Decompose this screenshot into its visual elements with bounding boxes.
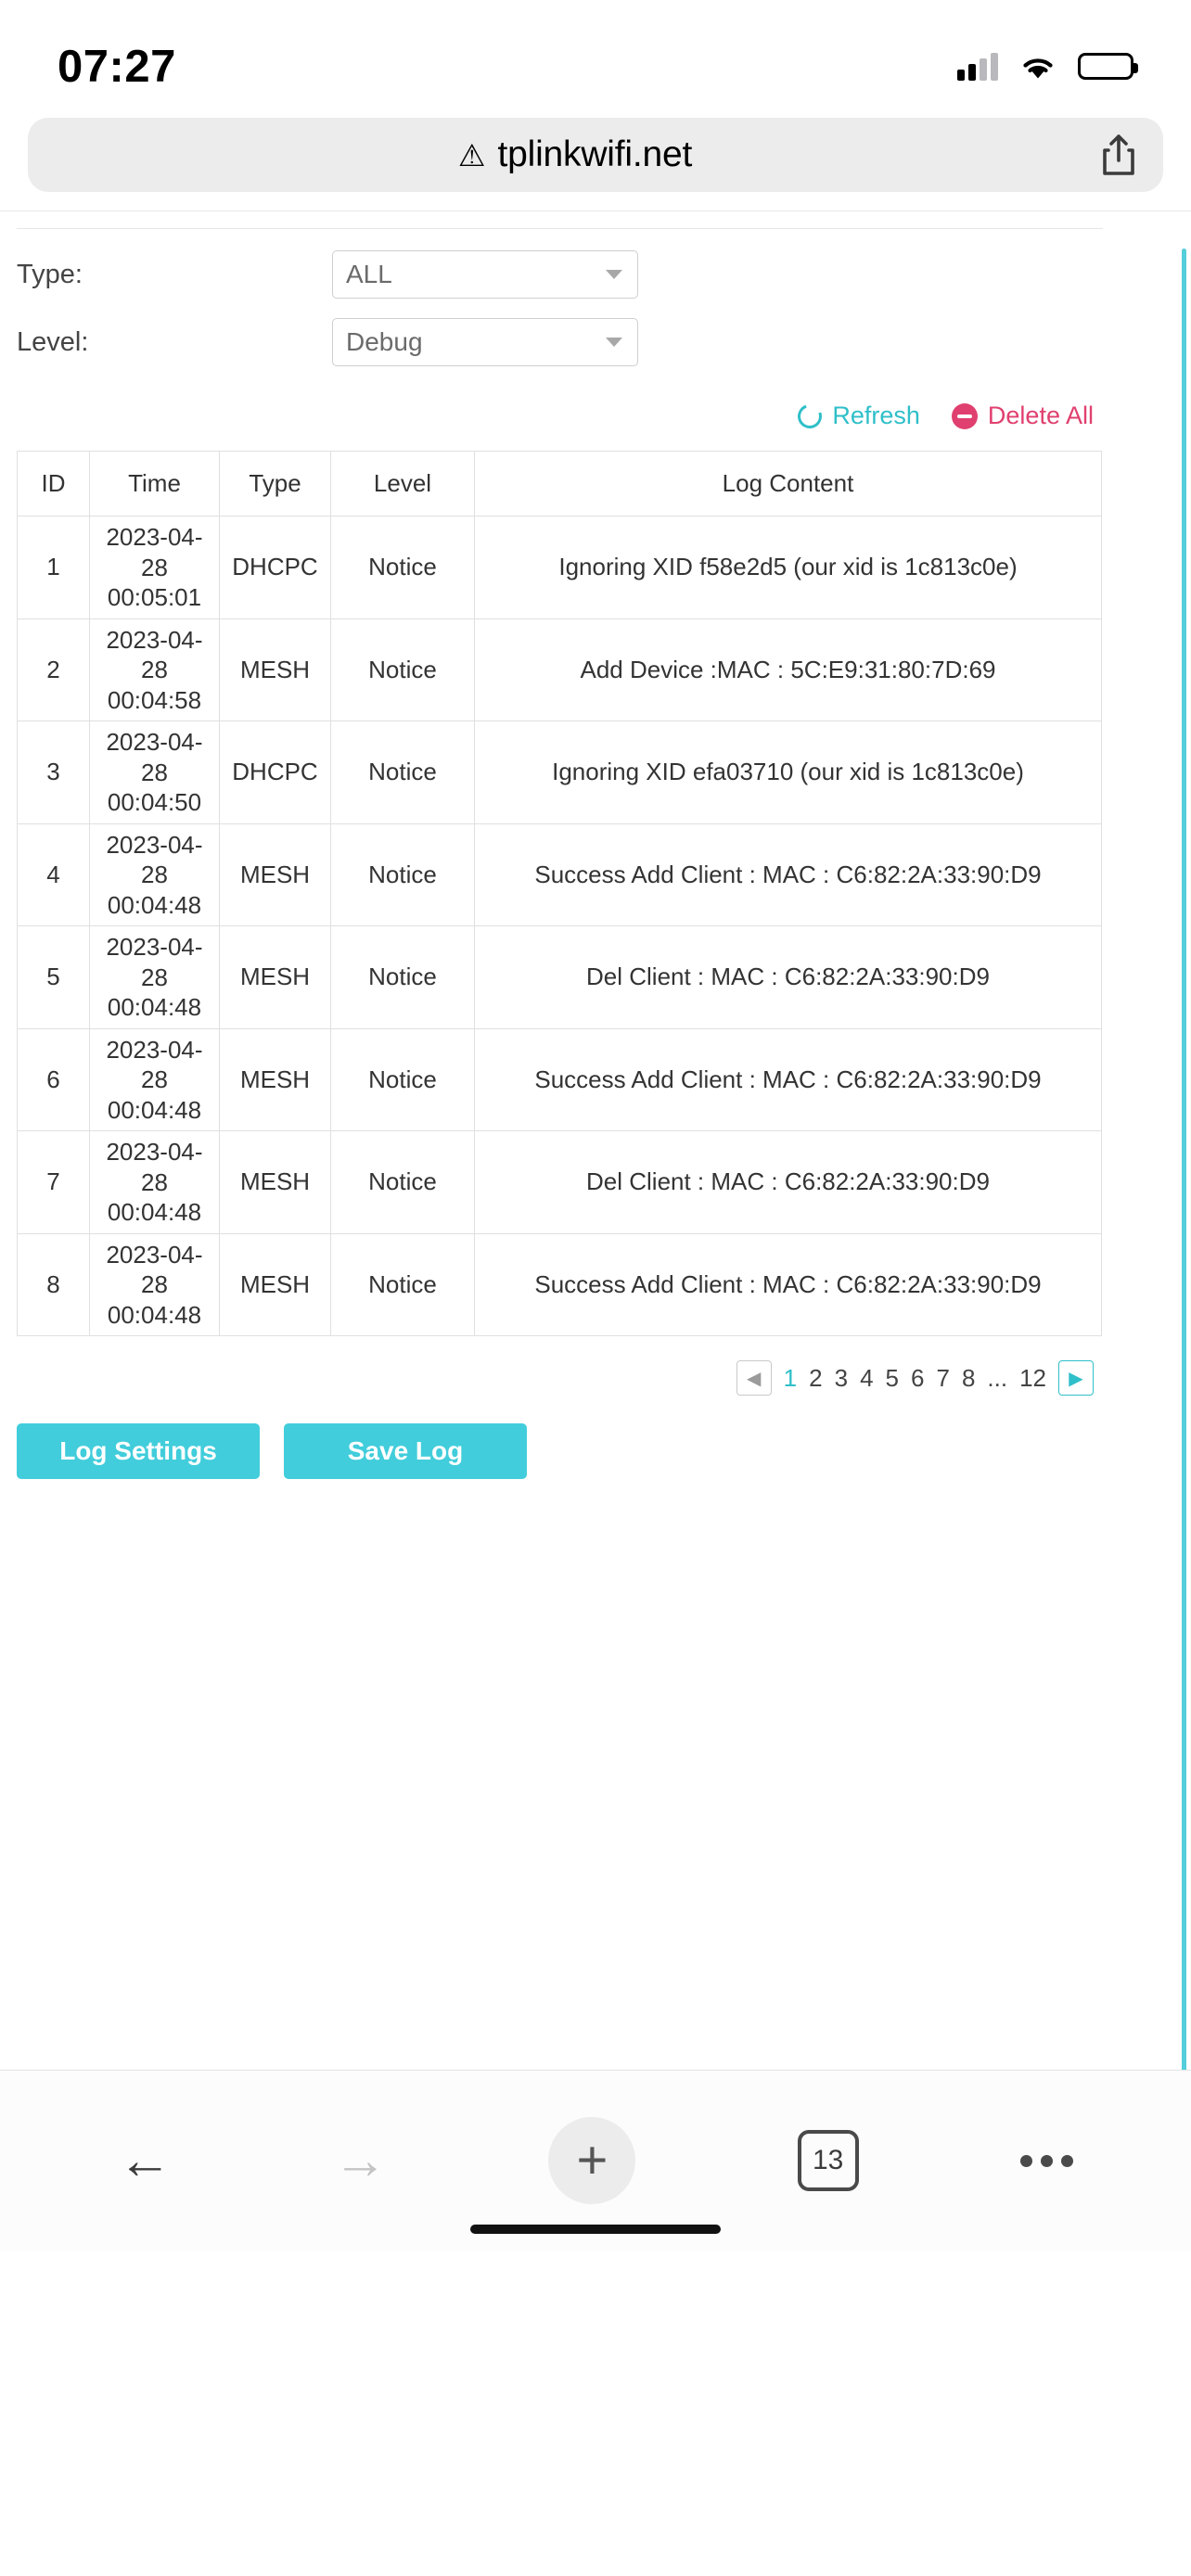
cell-content: Ignoring XID efa03710 (our xid is 1c813c0e) bbox=[475, 721, 1102, 824]
table-row bbox=[18, 721, 1102, 824]
cell-id: 6 bbox=[18, 1028, 90, 1131]
url-bar[interactable] bbox=[28, 118, 1163, 192]
level-label: Level: bbox=[17, 326, 89, 357]
cell-level: Notice bbox=[331, 516, 475, 619]
cell-content: Success Add Client : MAC : C6:82:2A:33:90:D9 bbox=[475, 1028, 1102, 1131]
table-row bbox=[18, 1233, 1102, 1336]
delete-all-label: Delete All bbox=[987, 402, 1094, 429]
browser-url-bar-container bbox=[0, 107, 1191, 210]
save-log-button[interactable]: Save Log bbox=[284, 1423, 527, 1479]
cell-type: MESH bbox=[220, 1028, 331, 1131]
cell-time: 2023-04-28 00:04:50 bbox=[90, 721, 220, 824]
table-row bbox=[18, 1131, 1102, 1234]
page-ellipsis: ... bbox=[987, 1363, 1008, 1392]
level-select-value: Debug bbox=[346, 327, 423, 356]
page-6[interactable]: 6 bbox=[911, 1363, 925, 1392]
web-page-content bbox=[0, 210, 1191, 2251]
chevron-down-icon bbox=[606, 270, 622, 279]
status-icons bbox=[957, 53, 1133, 81]
cell-level: Notice bbox=[331, 1233, 475, 1336]
cell-content: Success Add Client : MAC : C6:82:2A:33:90:D9 bbox=[475, 823, 1102, 926]
log-actions bbox=[0, 402, 1191, 430]
cell-id: 4 bbox=[18, 823, 90, 926]
cell-time: 2023-04-28 00:04:48 bbox=[90, 1028, 220, 1131]
table-row bbox=[18, 823, 1102, 926]
header-level: Level bbox=[331, 452, 475, 516]
page-1[interactable]: 1 bbox=[783, 1363, 798, 1392]
log-filters bbox=[0, 211, 1191, 366]
cell-content: Success Add Client : MAC : C6:82:2A:33:90:D9 bbox=[475, 1233, 1102, 1336]
page-4[interactable]: 4 bbox=[860, 1363, 874, 1392]
cell-type: MESH bbox=[220, 1233, 331, 1336]
header-type: Type bbox=[220, 452, 331, 516]
cell-time: 2023-04-28 00:04:48 bbox=[90, 1131, 220, 1234]
cell-type: MESH bbox=[220, 618, 331, 721]
table-row bbox=[18, 926, 1102, 1029]
cell-time: 2023-04-28 00:04:58 bbox=[90, 618, 220, 721]
filter-row-level bbox=[17, 318, 1191, 366]
battery-icon bbox=[1078, 53, 1133, 80]
url-center[interactable] bbox=[52, 134, 1098, 175]
page-scrollbar[interactable] bbox=[1182, 249, 1186, 2224]
table-row bbox=[18, 1028, 1102, 1131]
cell-time: 2023-04-28 00:04:48 bbox=[90, 823, 220, 926]
table-row bbox=[18, 618, 1102, 721]
cell-id: 5 bbox=[18, 926, 90, 1029]
delete-icon bbox=[952, 403, 978, 429]
cell-type: DHCPC bbox=[220, 721, 331, 824]
cell-type: MESH bbox=[220, 926, 331, 1029]
page-3[interactable]: 3 bbox=[834, 1363, 849, 1392]
prev-page-icon[interactable]: ◀ bbox=[736, 1360, 772, 1396]
cell-time: 2023-04-28 00:05:01 bbox=[90, 516, 220, 619]
cell-content: Del Client : MAC : C6:82:2A:33:90:D9 bbox=[475, 1131, 1102, 1234]
cell-level: Notice bbox=[331, 823, 475, 926]
cell-id: 8 bbox=[18, 1233, 90, 1336]
page-12[interactable]: 12 bbox=[1019, 1363, 1046, 1392]
page-buttons bbox=[17, 1423, 1191, 1479]
section-divider bbox=[17, 228, 1103, 229]
page-8[interactable]: 8 bbox=[961, 1363, 976, 1392]
back-arrow-icon[interactable]: ← bbox=[118, 2130, 173, 2190]
cell-id: 3 bbox=[18, 721, 90, 824]
cell-id: 7 bbox=[18, 1131, 90, 1234]
table-header-row bbox=[18, 452, 1102, 516]
cell-content: Add Device :MAC : 5C:E9:31:80:7D:69 bbox=[475, 618, 1102, 721]
pagination bbox=[0, 1360, 1191, 1396]
filter-row-type bbox=[17, 250, 1191, 299]
chevron-down-icon bbox=[606, 338, 622, 347]
type-select-value: ALL bbox=[346, 260, 392, 288]
home-indicator bbox=[470, 2225, 721, 2234]
browser-toolbar bbox=[0, 2070, 1191, 2251]
more-options-icon[interactable] bbox=[1020, 2155, 1073, 2167]
table-row bbox=[18, 516, 1102, 619]
wifi-icon bbox=[1018, 53, 1057, 81]
refresh-button[interactable] bbox=[798, 402, 920, 430]
cell-level: Notice bbox=[331, 721, 475, 824]
forward-arrow-icon[interactable]: → bbox=[333, 2130, 388, 2190]
cellular-signal-icon bbox=[957, 53, 998, 81]
cell-level: Notice bbox=[331, 1131, 475, 1234]
status-bar bbox=[0, 0, 1191, 107]
page-5[interactable]: 5 bbox=[885, 1363, 899, 1392]
next-page-icon[interactable]: ▶ bbox=[1058, 1360, 1094, 1396]
header-id: ID bbox=[18, 452, 90, 516]
url-text: tplinkwifi.net bbox=[497, 134, 693, 174]
tabs-button[interactable]: 13 bbox=[798, 2130, 859, 2191]
refresh-icon bbox=[794, 400, 826, 432]
plus-icon[interactable]: + bbox=[548, 2117, 635, 2204]
cell-level: Notice bbox=[331, 1028, 475, 1131]
type-select[interactable] bbox=[332, 250, 638, 299]
page-2[interactable]: 2 bbox=[809, 1363, 823, 1392]
cell-id: 2 bbox=[18, 618, 90, 721]
log-settings-button[interactable]: Log Settings bbox=[17, 1423, 260, 1479]
cell-content: Ignoring XID f58e2d5 (our xid is 1c813c0e) bbox=[475, 516, 1102, 619]
cell-level: Notice bbox=[331, 926, 475, 1029]
cell-time: 2023-04-28 00:04:48 bbox=[90, 926, 220, 1029]
delete-all-button[interactable] bbox=[952, 402, 1094, 430]
status-time: 07:27 bbox=[58, 41, 176, 92]
share-icon[interactable] bbox=[1098, 132, 1139, 178]
header-log-content: Log Content bbox=[475, 452, 1102, 516]
cell-type: MESH bbox=[220, 1131, 331, 1234]
cell-content: Del Client : MAC : C6:82:2A:33:90:D9 bbox=[475, 926, 1102, 1029]
level-select[interactable] bbox=[332, 318, 638, 366]
log-table bbox=[17, 451, 1102, 1336]
header-time: Time bbox=[90, 452, 220, 516]
cell-type: MESH bbox=[220, 823, 331, 926]
type-label: Type: bbox=[17, 259, 83, 289]
cell-id: 1 bbox=[18, 516, 90, 619]
refresh-label: Refresh bbox=[832, 402, 920, 429]
cell-type: DHCPC bbox=[220, 516, 331, 619]
cell-time: 2023-04-28 00:04:48 bbox=[90, 1233, 220, 1336]
not-secure-warning-icon: ⚠ bbox=[457, 137, 486, 172]
cell-level: Notice bbox=[331, 618, 475, 721]
page-7[interactable]: 7 bbox=[936, 1363, 950, 1392]
